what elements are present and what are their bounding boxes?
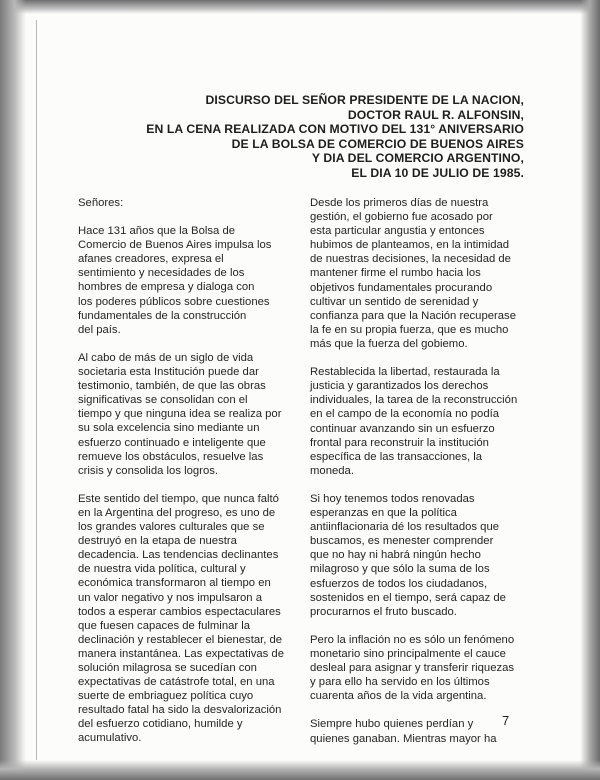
paragraph-line: hubimos de planteamos, en la intimidad bbox=[310, 239, 510, 252]
paragraph-line: antiinflacionaria dé los resultados que bbox=[310, 521, 500, 534]
paragraph-line: su sola excelencia sino mediante un bbox=[78, 422, 260, 435]
paragraph-line: los poderes públicos sobre cuestiones bbox=[78, 295, 270, 308]
paragraph-line: individuales, la tarea de la reconstrucción bbox=[310, 394, 518, 407]
paragraph-line: Al cabo de más de un siglo de vida bbox=[78, 351, 254, 364]
left-paragraphs bbox=[78, 224, 293, 745]
paragraph-line: expectativas de catástrofe total, en una bbox=[78, 676, 275, 689]
paragraph-line: todos a esperar cambios espectaculares bbox=[78, 605, 281, 618]
right-paragraphs bbox=[310, 196, 525, 746]
paragraph bbox=[310, 196, 525, 351]
paragraph-line: Pero la inflación no es sólo un fenómeno bbox=[310, 633, 515, 646]
paragraph-line: manera instantánea. Las expectativas de bbox=[78, 647, 284, 660]
paragraph-line: sentimiento y necesidades de los bbox=[78, 267, 245, 280]
paragraph-line: societaria esta Institución puede dar bbox=[78, 366, 259, 379]
heading-line: DOCTOR RAUL R. ALFONSIN, bbox=[347, 107, 524, 122]
page-number: 7 bbox=[502, 713, 510, 728]
paragraph-line: mantener firme el rumbo hacia los bbox=[310, 267, 481, 280]
speech-heading bbox=[146, 93, 524, 181]
paragraph-line: gestión, el gobierno fue acosado por bbox=[310, 211, 493, 224]
salutation: Señores: bbox=[78, 197, 124, 209]
paragraph-line: confianza para que la Nación recuperase bbox=[310, 309, 516, 322]
paragraph-line: que fuesen capaces de fulminar la bbox=[78, 619, 251, 632]
paragraph-line: del esfuerzo cotidiano, humilde y bbox=[78, 718, 243, 731]
paragraph-line: hombres de empresa y dialoga con bbox=[78, 281, 255, 294]
scan-shadow-left bbox=[0, 0, 26, 780]
paragraph-line: Restablecida la libertad, restaurada la bbox=[310, 366, 500, 379]
paragraph-line: quienes ganaban. Mientras mayor ha bbox=[310, 732, 497, 745]
heading-line: EN LA CENA REALIZADA CON MOTIVO DEL 131° ANIVERSARIO bbox=[146, 122, 524, 137]
paragraph-line: crisis y consolida los logros. bbox=[78, 464, 219, 477]
paragraph-line: de nuestra vida política, cultural y bbox=[78, 563, 246, 576]
heading-line: Y DIA DEL COMERCIO ARGENTINO, bbox=[311, 151, 524, 166]
scan-shadow-right bbox=[580, 0, 600, 780]
paragraph-line: Hace 131 años que la Bolsa de bbox=[78, 225, 236, 238]
paragraph bbox=[310, 492, 525, 619]
paragraph-line: específica de las transacciones, la bbox=[310, 450, 483, 463]
paragraph bbox=[78, 492, 293, 746]
paragraph-line: esfuerzo continuado e inteligente que bbox=[78, 436, 266, 449]
paragraph-line: del país. bbox=[78, 323, 121, 336]
paragraph-line: en la Argentina del progreso, es uno de bbox=[78, 506, 276, 519]
paragraph-line: la fe en su propia fuerza, que es mucho bbox=[310, 323, 509, 336]
paragraph-line: justicia y garantizados los derechos bbox=[310, 380, 489, 393]
paragraph-line: remueve los obstáculos, resuelve las bbox=[78, 450, 264, 463]
paragraph-line: desleal para asignar y transferir riquezas bbox=[310, 662, 515, 675]
paragraph-line: suerte de embriaguez política cuyo bbox=[78, 690, 254, 703]
paragraph bbox=[78, 224, 293, 337]
paragraph-line: cuarenta años de la vida argentina. bbox=[310, 690, 487, 703]
paragraph-line: continuar avanzando sin un esfuerzo bbox=[310, 422, 495, 435]
paragraph-line: buscamos, es menester comprender bbox=[310, 535, 494, 548]
paragraph-line: tiempo y que ninguna idea se realiza por bbox=[78, 408, 282, 421]
paragraph-line: milagroso y que sólo la suma de los bbox=[310, 563, 490, 576]
paragraph-line: testimonio, también, de que las obras bbox=[78, 380, 266, 393]
right-text-column bbox=[310, 196, 525, 760]
paragraph-line: frontal para reconstruir la institución bbox=[310, 436, 489, 449]
paragraph-line: y para ello ha servido en los últimos bbox=[310, 676, 490, 689]
paragraph-line: moneda. bbox=[310, 464, 354, 477]
paragraph-line: más que la fuerza del gobiemo. bbox=[310, 337, 468, 350]
paragraph-line: monetario sino principalmente el cauce bbox=[310, 648, 506, 660]
paragraph-line: Siempre hubo quienes perdían y bbox=[310, 718, 474, 731]
paragraph-line: Si hoy tenemos todos renovadas bbox=[310, 492, 475, 505]
paragraph-line: los grandes valores culturales que se bbox=[78, 521, 265, 534]
paragraph-line: objetivos fundamentales procurando bbox=[310, 281, 493, 294]
paragraph-line: económica transformaron al tiempo en bbox=[78, 577, 271, 590]
paragraph-line: acumulativo. bbox=[78, 732, 142, 745]
paragraph-line: que no hay ni habrá ningún hecho bbox=[310, 549, 481, 562]
paragraph-line: de nuestras decisiones, la necesidad de bbox=[310, 253, 511, 266]
paragraph-line: cultivar un sentido de serenidad y bbox=[310, 295, 479, 308]
paragraph-line: sostenidos en el tiempo, será capaz de bbox=[310, 591, 506, 604]
heading-line: EL DIA 10 DE JULIO DE 1985. bbox=[351, 165, 524, 180]
paragraph-line: significativas se consolidan con el bbox=[78, 394, 248, 407]
scan-shadow-bottom bbox=[0, 760, 600, 780]
paragraph bbox=[310, 365, 525, 478]
paragraph-line: resultado fatal ha sido la desvalorización bbox=[78, 704, 282, 717]
paragraph-line: esfuerzos de todos los ciudadanos, bbox=[310, 577, 488, 590]
paragraph-line: declinación y restablecer el bienestar, de bbox=[78, 633, 283, 646]
paragraph-line: en el campo de la economía no podía bbox=[310, 408, 500, 421]
heading-line: DISCURSO DEL SEÑOR PRESIDENTE DE LA NACION, bbox=[205, 93, 524, 107]
paragraph-line: destruyó en la etapa de nuestra bbox=[78, 535, 237, 548]
paragraph-line: un valor negativo y nos impulsaron a bbox=[78, 591, 262, 604]
paragraph-line: solución milagrosa se sucedían con bbox=[78, 662, 257, 674]
paragraph-line: decadencia. Las tendencias declinantes bbox=[78, 549, 279, 562]
paragraph-line: fundamentales de la construcción bbox=[78, 309, 247, 322]
paragraph-line: esta particular angustia y entonces bbox=[310, 225, 485, 238]
left-text-column bbox=[78, 196, 293, 760]
paragraph-line: afanes creadores, expresa el bbox=[78, 253, 224, 266]
paragraph-line: Este sentido del tiempo, que nunca faltó bbox=[78, 492, 279, 505]
paragraph-line: Comercio de Buenos Aires impulsa los bbox=[78, 239, 272, 252]
heading-line: DE LA BOLSA DE COMERCIO DE BUENOS AIRES bbox=[231, 136, 524, 151]
paragraph bbox=[78, 351, 293, 478]
paragraph bbox=[310, 717, 525, 745]
page-fold-line bbox=[36, 20, 37, 760]
scan-shadow-top bbox=[0, 0, 600, 14]
paragraph-line: Desde los primeros días de nuestra bbox=[310, 197, 489, 209]
paragraph-line: esperanzas en que la política bbox=[310, 507, 457, 520]
paragraph-line: procurarnos el fruto buscado. bbox=[310, 605, 457, 618]
paragraph bbox=[310, 633, 525, 703]
